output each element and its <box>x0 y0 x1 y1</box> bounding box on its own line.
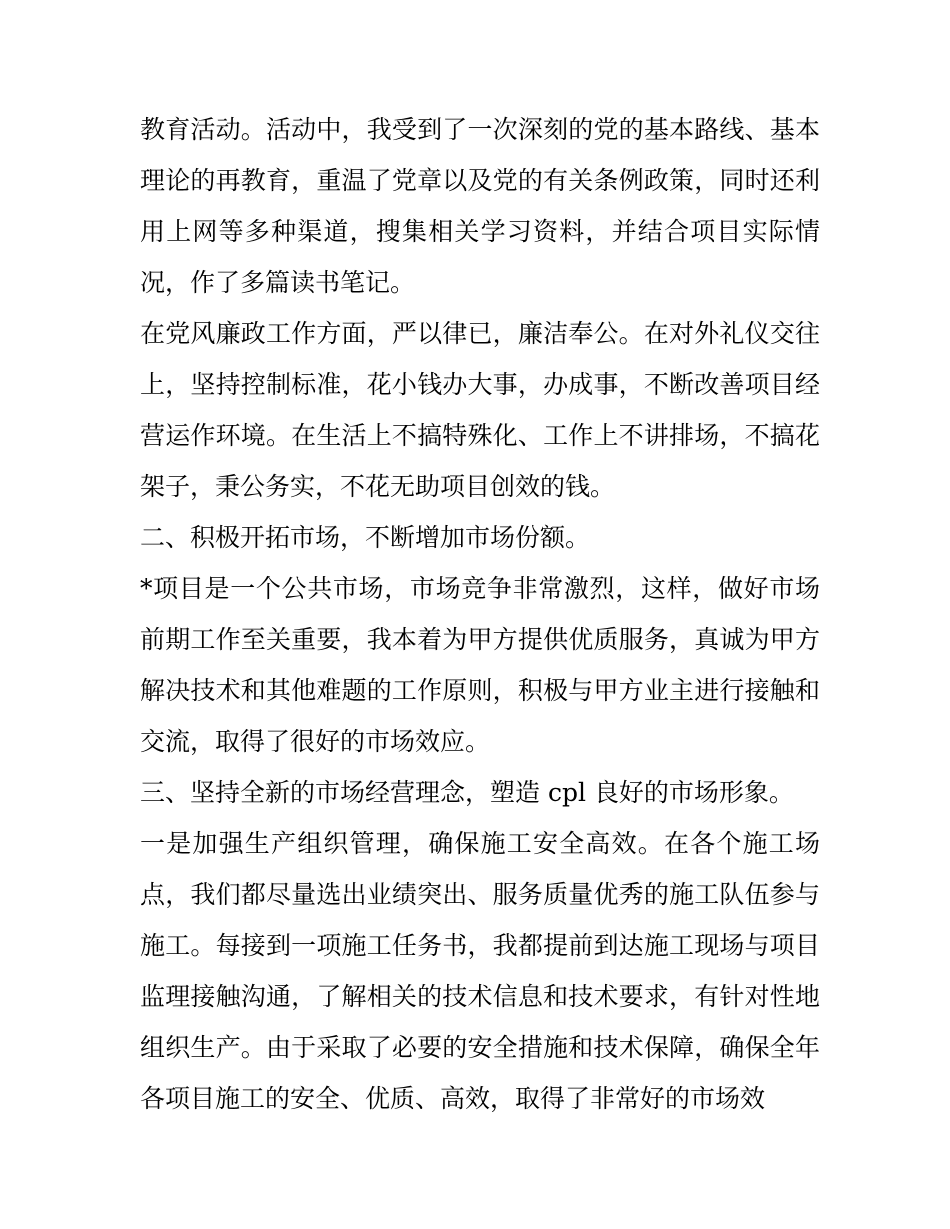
text-line: 一是加强生产组织管理，确保施工安全高效。在各个施工场 <box>140 829 820 858</box>
text-line: 在党风廉政工作方面，严以律已，廉洁奉公。在对外礼仪交往 <box>140 319 820 348</box>
text-line: 监理接触沟通，了解相关的技术信息和技术要求，有针对性地 <box>140 982 820 1011</box>
text-line: 施工。每接到一项施工任务书，我都提前到达施工现场与项目 <box>140 931 820 960</box>
section-heading: 二、积极开拓市场，不断增加市场份额。 <box>140 523 591 552</box>
section-heading: 三、坚持全新的市场经营理念，塑造 cpl 良好的市场形象。 <box>140 778 794 807</box>
text-line: 解决技术和其他难题的工作原则，积极与甲方业主进行接触和 <box>140 676 820 705</box>
text-line: 交流，取得了很好的市场效应。 <box>140 727 491 756</box>
text-line: 上，坚持控制标准，花小钱办大事，办成事，不断改善项目经 <box>140 370 820 399</box>
text-line: 各项目施工的安全、优质、高效，取得了非常好的市场效 <box>140 1084 766 1113</box>
text-line: 点，我们都尽量选出业绩突出、服务质量优秀的施工队伍参与 <box>140 880 820 909</box>
text-line: 教育活动。活动中，我受到了一次深刻的党的基本路线、基本 <box>140 115 820 144</box>
text-line: 前期工作至关重要，我本着为甲方提供优质服务，真诚为甲方 <box>140 625 820 654</box>
text-line: 组织生产。由于采取了必要的安全措施和技术保障，确保全年 <box>140 1033 820 1062</box>
text-line: 况，作了多篇读书笔记。 <box>140 268 416 297</box>
text-line: 营运作环境。在生活上不搞特殊化、工作上不讲排场，不搞花 <box>140 421 820 450</box>
text-line: 架子，秉公务实，不花无助项目创效的钱。 <box>140 472 616 501</box>
text-line: *项目是一个公共市场，市场竞争非常激烈，这样，做好市场 <box>140 574 820 603</box>
document-body <box>140 104 820 1124</box>
text-line: 理论的再教育，重温了党章以及党的有关条例政策，同时还利 <box>140 166 820 195</box>
text-line: 用上网等多种渠道，搜集相关学习资料，并结合项目实际情 <box>140 217 820 246</box>
